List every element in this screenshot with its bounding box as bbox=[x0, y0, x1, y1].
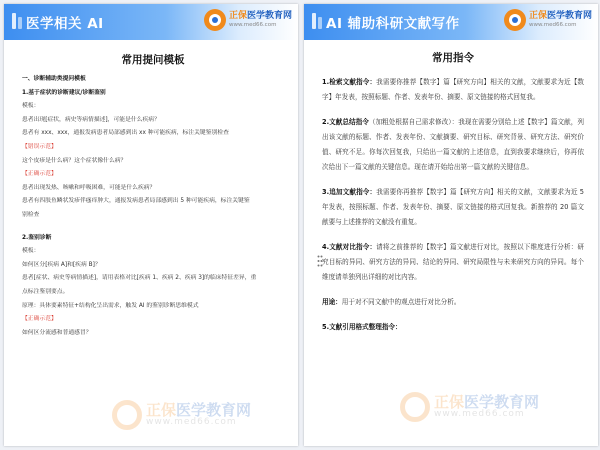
right-text-body bbox=[322, 75, 584, 335]
logo-brand: 正保 bbox=[528, 10, 547, 21]
left-page bbox=[4, 4, 298, 446]
instruction-block bbox=[322, 320, 584, 335]
instruction-title: 5.文献引用格式整理指令： bbox=[322, 323, 402, 331]
right-banner bbox=[304, 4, 598, 40]
instruction-title: 1.检索文献指令： bbox=[322, 78, 377, 86]
instruction-text: 我需要你再推荐【数字】篇【研究方向】相关的文献，文献要求为近 5 年发表，按照标题、作者、发表年份、摘要、原文链接的格式回复我。新推荐的 20 篇文献要与上述推荐的文献没有重复。 bbox=[322, 188, 584, 226]
instruction-block bbox=[322, 295, 584, 310]
instruction-block bbox=[322, 75, 584, 105]
instruction-text: 用于对不同文献中的观点进行对比分析。 bbox=[341, 298, 461, 306]
instruction-title: 3.追加文献指令： bbox=[322, 188, 377, 196]
instruction-text: 我需要你推荐【数字】篇【研究方向】相关的文献，文献要求为近【数字】年发表，按照标题、作者、发表年份、摘要、原文链接的格式回复我。 bbox=[322, 78, 585, 101]
banner-deco-icon bbox=[312, 13, 324, 29]
left-line: 患者[症状、病史等病情描述]，请用表格对比[疾病 1、疾病 2、疾病 3]的临床特征差异，重 bbox=[22, 275, 257, 282]
right-page bbox=[304, 4, 598, 446]
instruction-title: 用途： bbox=[322, 298, 342, 306]
left-line: 1.基于症状的诊断建议/诊断鉴别 bbox=[22, 89, 106, 96]
instruction-title: 4.文献对比指令： bbox=[322, 243, 377, 251]
brand-logo bbox=[504, 9, 592, 31]
left-line: 原理：具体要素特征+结构化呈出需求，触发 AI 的鉴别诊断思维模式 bbox=[22, 302, 199, 309]
instruction-block bbox=[322, 185, 584, 230]
instruction-text: （加粗处根据自己需求修改）：我现在需要分别给上述【数字】篇文献，列出该文献的标题、作者、发表年份、文献摘要、研究目标、研究背景、研究方法、研究价值、研究不足。你每次回复我，只给出一篇文献的上述信息，直到我要求继续后，你再依次给出下一篇文献的关键信息。现在请开始给出第一篇文献的关键信息。 bbox=[322, 118, 584, 171]
left-line: 模板： bbox=[22, 248, 40, 255]
left-banner-title: 医学相关 AI bbox=[26, 16, 104, 32]
left-line: 患者有 xxx、xxx，通报发病患者局部感到出 xx 种可能疾病，标注关键鉴别检查 bbox=[22, 130, 229, 137]
watermark: 正保医学教育网 www.med66.com bbox=[400, 392, 539, 422]
instruction-text: 请将之前推荐的【数字】篇文献进行对比，按照以下维度进行分析：研究目标的异同、研究方法的异同、结论的异同、研究局限性与未来研究方向的异同。每个维度请单独列出详细的对比内容。 bbox=[322, 243, 585, 281]
right-banner-title: AI 辅助科研文献写作 bbox=[326, 16, 460, 32]
left-line: 如何区分流感和普通感冒？ bbox=[22, 329, 92, 336]
right-doc-title: 常用指令 bbox=[432, 52, 474, 64]
left-line: 点标注鉴别要点。 bbox=[22, 288, 69, 295]
instruction-block bbox=[322, 240, 584, 285]
logo-name: 医学教育网 bbox=[546, 10, 592, 21]
brand-logo bbox=[204, 9, 292, 31]
instruction-title: 2.文献总结指令 bbox=[322, 118, 369, 126]
logo-url: www.med66.com bbox=[228, 21, 277, 28]
watermark: 正保医学教育网 www.med66.com bbox=[112, 400, 251, 430]
logo-brand: 正保 bbox=[228, 10, 247, 21]
left-line: 患者出现[症状，病史等病情描述]，可能是什么疾病？ bbox=[22, 116, 160, 123]
logo-url: www.med66.com bbox=[528, 21, 577, 28]
left-line: 【错误示范】 bbox=[22, 143, 57, 150]
left-line: 一、诊断辅助类提问模板 bbox=[22, 76, 86, 82]
left-line: 如何区分[疾病 A]和[疾病 B]？ bbox=[22, 261, 101, 268]
left-line: 模板： bbox=[22, 103, 40, 110]
left-line: 别检查 bbox=[22, 211, 40, 218]
instruction-block bbox=[322, 115, 584, 175]
drag-handle-icon[interactable] bbox=[317, 255, 323, 267]
left-line: 这个皮疹是什么病？这个症状像什么病？ bbox=[22, 157, 127, 164]
brand-logo-icon bbox=[204, 9, 226, 31]
left-line: 2.鉴别诊断 bbox=[22, 234, 52, 241]
brand-logo-icon bbox=[504, 9, 526, 31]
left-line: 【正确示范】 bbox=[22, 316, 57, 323]
left-text-body bbox=[22, 75, 284, 337]
left-line: 患者出现发热、咳嗽和呼吸困难，可能是什么疾病？ bbox=[22, 184, 156, 191]
banner-deco-icon bbox=[12, 13, 24, 29]
left-line: 患者有四肢鱼鳞状发疹伴瘙痒肿大，通报发病患者局部感到出 5 种可能疾病，标注关键鉴 bbox=[22, 198, 250, 205]
left-line: 【正确示范】 bbox=[22, 171, 57, 178]
left-banner bbox=[4, 4, 298, 40]
logo-name: 医学教育网 bbox=[246, 10, 292, 21]
left-doc-title: 常用提问模板 bbox=[121, 54, 185, 66]
